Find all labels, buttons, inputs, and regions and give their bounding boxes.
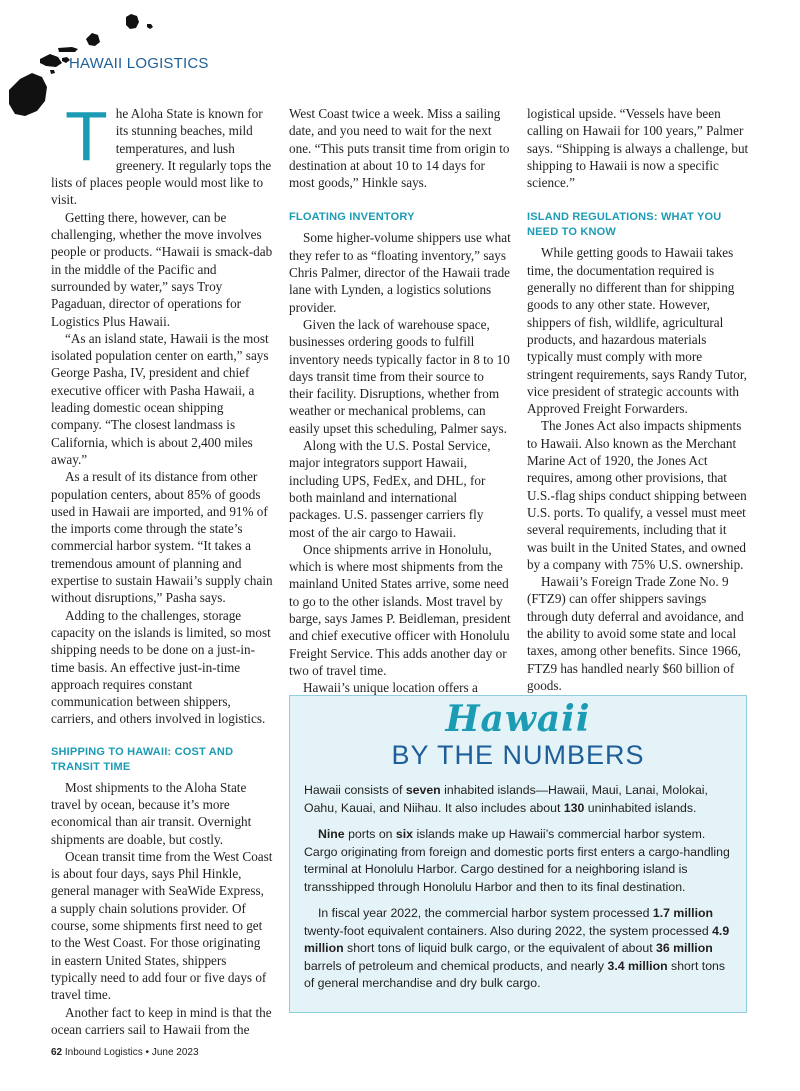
article-column-3 — [527, 105, 749, 694]
niihau-kauai-island — [126, 14, 139, 29]
article-paragraph: Ocean transit time from the West Coast is about four days, says Phil Hinkle, general manager with SeaWide Express, a supply chain solutions provider. Of course, some shipments first need to get to the West Coast. For those originating in eastern United States, shippers typically need to add four or five days of travel time. — [51, 848, 273, 1003]
sidebar-body — [304, 782, 732, 1002]
page-number: 62 — [51, 1047, 63, 1058]
issue-date: June 2023 — [151, 1047, 199, 1058]
article-paragraph: As a result of its distance from other population centers, about 85% of goods used in Hawaii are imported, and 91% of the imports come through the state’s commercial harbor system. “It takes a tremendous amount of planning and expertise to sustain Hawaii’s supply chain without disruptions,” Pasha says. — [51, 469, 273, 606]
article-paragraph: The Jones Act also impacts shipments to Hawaii. Also known as the Merchant Marine Act of 1920, the Jones Act requires, among other provisions, that U.S.-flag ships conduct shipping between U.S. ports. To qualify, a vessel must meet several requirements, including that it was built in the United States, and owned by a company with 75% U.S. ownership. — [527, 418, 747, 572]
article-paragraph: Hawaii’s Foreign Trade Zone No. 9 (FTZ9) can offer shippers savings through duty deferral and avoidance, and the ability to avoid some state and local taxes, among other benefits. Since 1966, FTZ9 has handled nearly $60 billion of goods. — [527, 574, 744, 693]
article-paragraph: Once shipments arrive in Honolulu, which is where most shipments from the mainland United States arrive, some need to go to the other islands. Most travel by barge, says James P. Beidleman, president and chief executive officer with Honolulu Freight Service. This adds another day or two of travel time. — [289, 541, 511, 678]
article-paragraph: While getting goods to Hawaii takes time, the documentation required is generally no different than for shipping goods to any other state. However, shippers of fish, wildlife, agricultural products, and hazardous materials typically must comply with more stringent requirements, says Randy Tutor, vice president of strategic accounts with Approved Freight Forwarders. — [527, 245, 747, 417]
sidebar-paragraph: Nine ports on six islands make up Hawaii’s commercial harbor system. Cargo originating from foreign and domestic ports first enters a cargo-handling terminal at Honolulu Harbor. Cargo destined for a neighboring island is transshipped through Honolulu Harbor and then to its final destination. — [304, 827, 730, 894]
article-paragraph: Given the lack of warehouse space, businesses ordering goods to fulfill inventory needs typically factor in 8 to 10 days transit time from their source to their facility. Disruptions, whether from weather or mechanical problems, can easily upset this scheduling, Palmer says. — [289, 316, 510, 436]
article-paragraph: Getting there, however, can be challenging, whether the move involves people or products. “Hawaii is smack-dab in the middle of the Pacific and surrounded by water,” says Troy Pagaduan, director of operations for Logistics Plus Hawaii. — [51, 209, 273, 329]
footer-separator: • — [145, 1047, 150, 1058]
article-column-2 — [289, 105, 511, 697]
by-the-numbers-sidebar — [289, 695, 747, 1013]
article-paragraph: Hawaii’s unique location offers a — [303, 680, 478, 696]
maui-island — [40, 54, 62, 67]
article-paragraph: Adding to the challenges, storage capacity on the islands is limited, so most shipping needs to be done on a just-in-time basis. An effective just-in-time approach requires constant communication between shippers, carriers, and others involved in logistics. — [51, 607, 271, 727]
article-paragraph: West Coast twice a week. Miss a sailing date, and you need to wait for the next one. “This puts transit time from origin to destination at about 10 to 14 days for most goods,” Hinkle says. — [289, 106, 510, 191]
page-footer — [51, 1047, 199, 1058]
article-paragraph: logistical upside. “Vessels have been calling on Hawaii for 100 years,” Palmer says. “Shipping is always a challenge, but shipping to Hawaii is now a specific science.” — [527, 106, 749, 191]
article-paragraph: The Aloha State is known for its stunning beaches, mild temperatures, and lush greenery. It regularly tops the lists of places people would most like to visit. — [51, 97, 272, 208]
subheading-floating-inventory: FLOATING INVENTORY — [289, 211, 415, 224]
molokai-island — [58, 47, 78, 52]
big-island — [9, 73, 47, 116]
kahoolawe-island — [50, 70, 55, 74]
section-label: HAWAII LOGISTICS — [69, 55, 209, 72]
article-paragraph: “As an island state, Hawaii is the most isolated population center on earth,” says George Pasha, IV, president and chief executive officer with Pasha Hawaii, a leading domestic ocean shipping company. “The closest landmass is California, which is about 2,400 miles away.” — [51, 330, 269, 467]
subheading-island-regulations: ISLAND REGULATIONS: WHAT YOU NEED TO KNOW — [527, 211, 722, 239]
article-paragraph: Some higher-volume shippers use what they refer to as “floating inventory,” says Chris Palmer, director of the Hawaii trade lane with Lynden, a logistics solutions provider. — [289, 230, 511, 315]
subheading-shipping-cost: SHIPPING TO HAWAII: COST AND TRANSIT TIME — [51, 745, 234, 773]
publication-name: Inbound Logistics — [64, 1047, 143, 1058]
niihau-small-island — [147, 24, 153, 29]
oahu-island — [86, 33, 100, 46]
sidebar-script-title: Hawaii — [445, 698, 591, 740]
article-column-1 — [51, 97, 273, 1038]
sidebar-paragraph: In fiscal year 2022, the commercial harbor system processed 1.7 million twenty-foot equivalent containers. Also during 2022, the system processed 4.9 million short tons of liquid bulk cargo, or the equivalent of about 36 million barrels of petroleum and chemical products, and nearly 3.4 million short tons of general merchandise and dry bulk cargo. — [304, 906, 730, 990]
drop-cap: T — [65, 97, 108, 175]
article-paragraph: Another fact to keep in mind is that the ocean carriers sail to Hawaii from the — [51, 1004, 272, 1037]
article-paragraph: Along with the U.S. Postal Service, major integrators support Hawaii, including UPS, FedEx, and DHL, for both mainland and international packages. U.S. passenger carriers fly most of the air cargo to Hawaii. — [289, 438, 491, 540]
article-paragraph: Most shipments to the Aloha State travel by ocean, because it’s more economical than air transit. Overnight shipments are doable, but costly. — [51, 779, 252, 847]
sidebar-title: BY THE NUMBERS — [391, 740, 645, 770]
sidebar-paragraph: Hawaii consists of seven inhabited islands—Hawaii, Maui, Lanai, Molokai, Oahu, Kauai, and Niihau. It also includes about 130 uninhabited islands. — [304, 783, 708, 815]
